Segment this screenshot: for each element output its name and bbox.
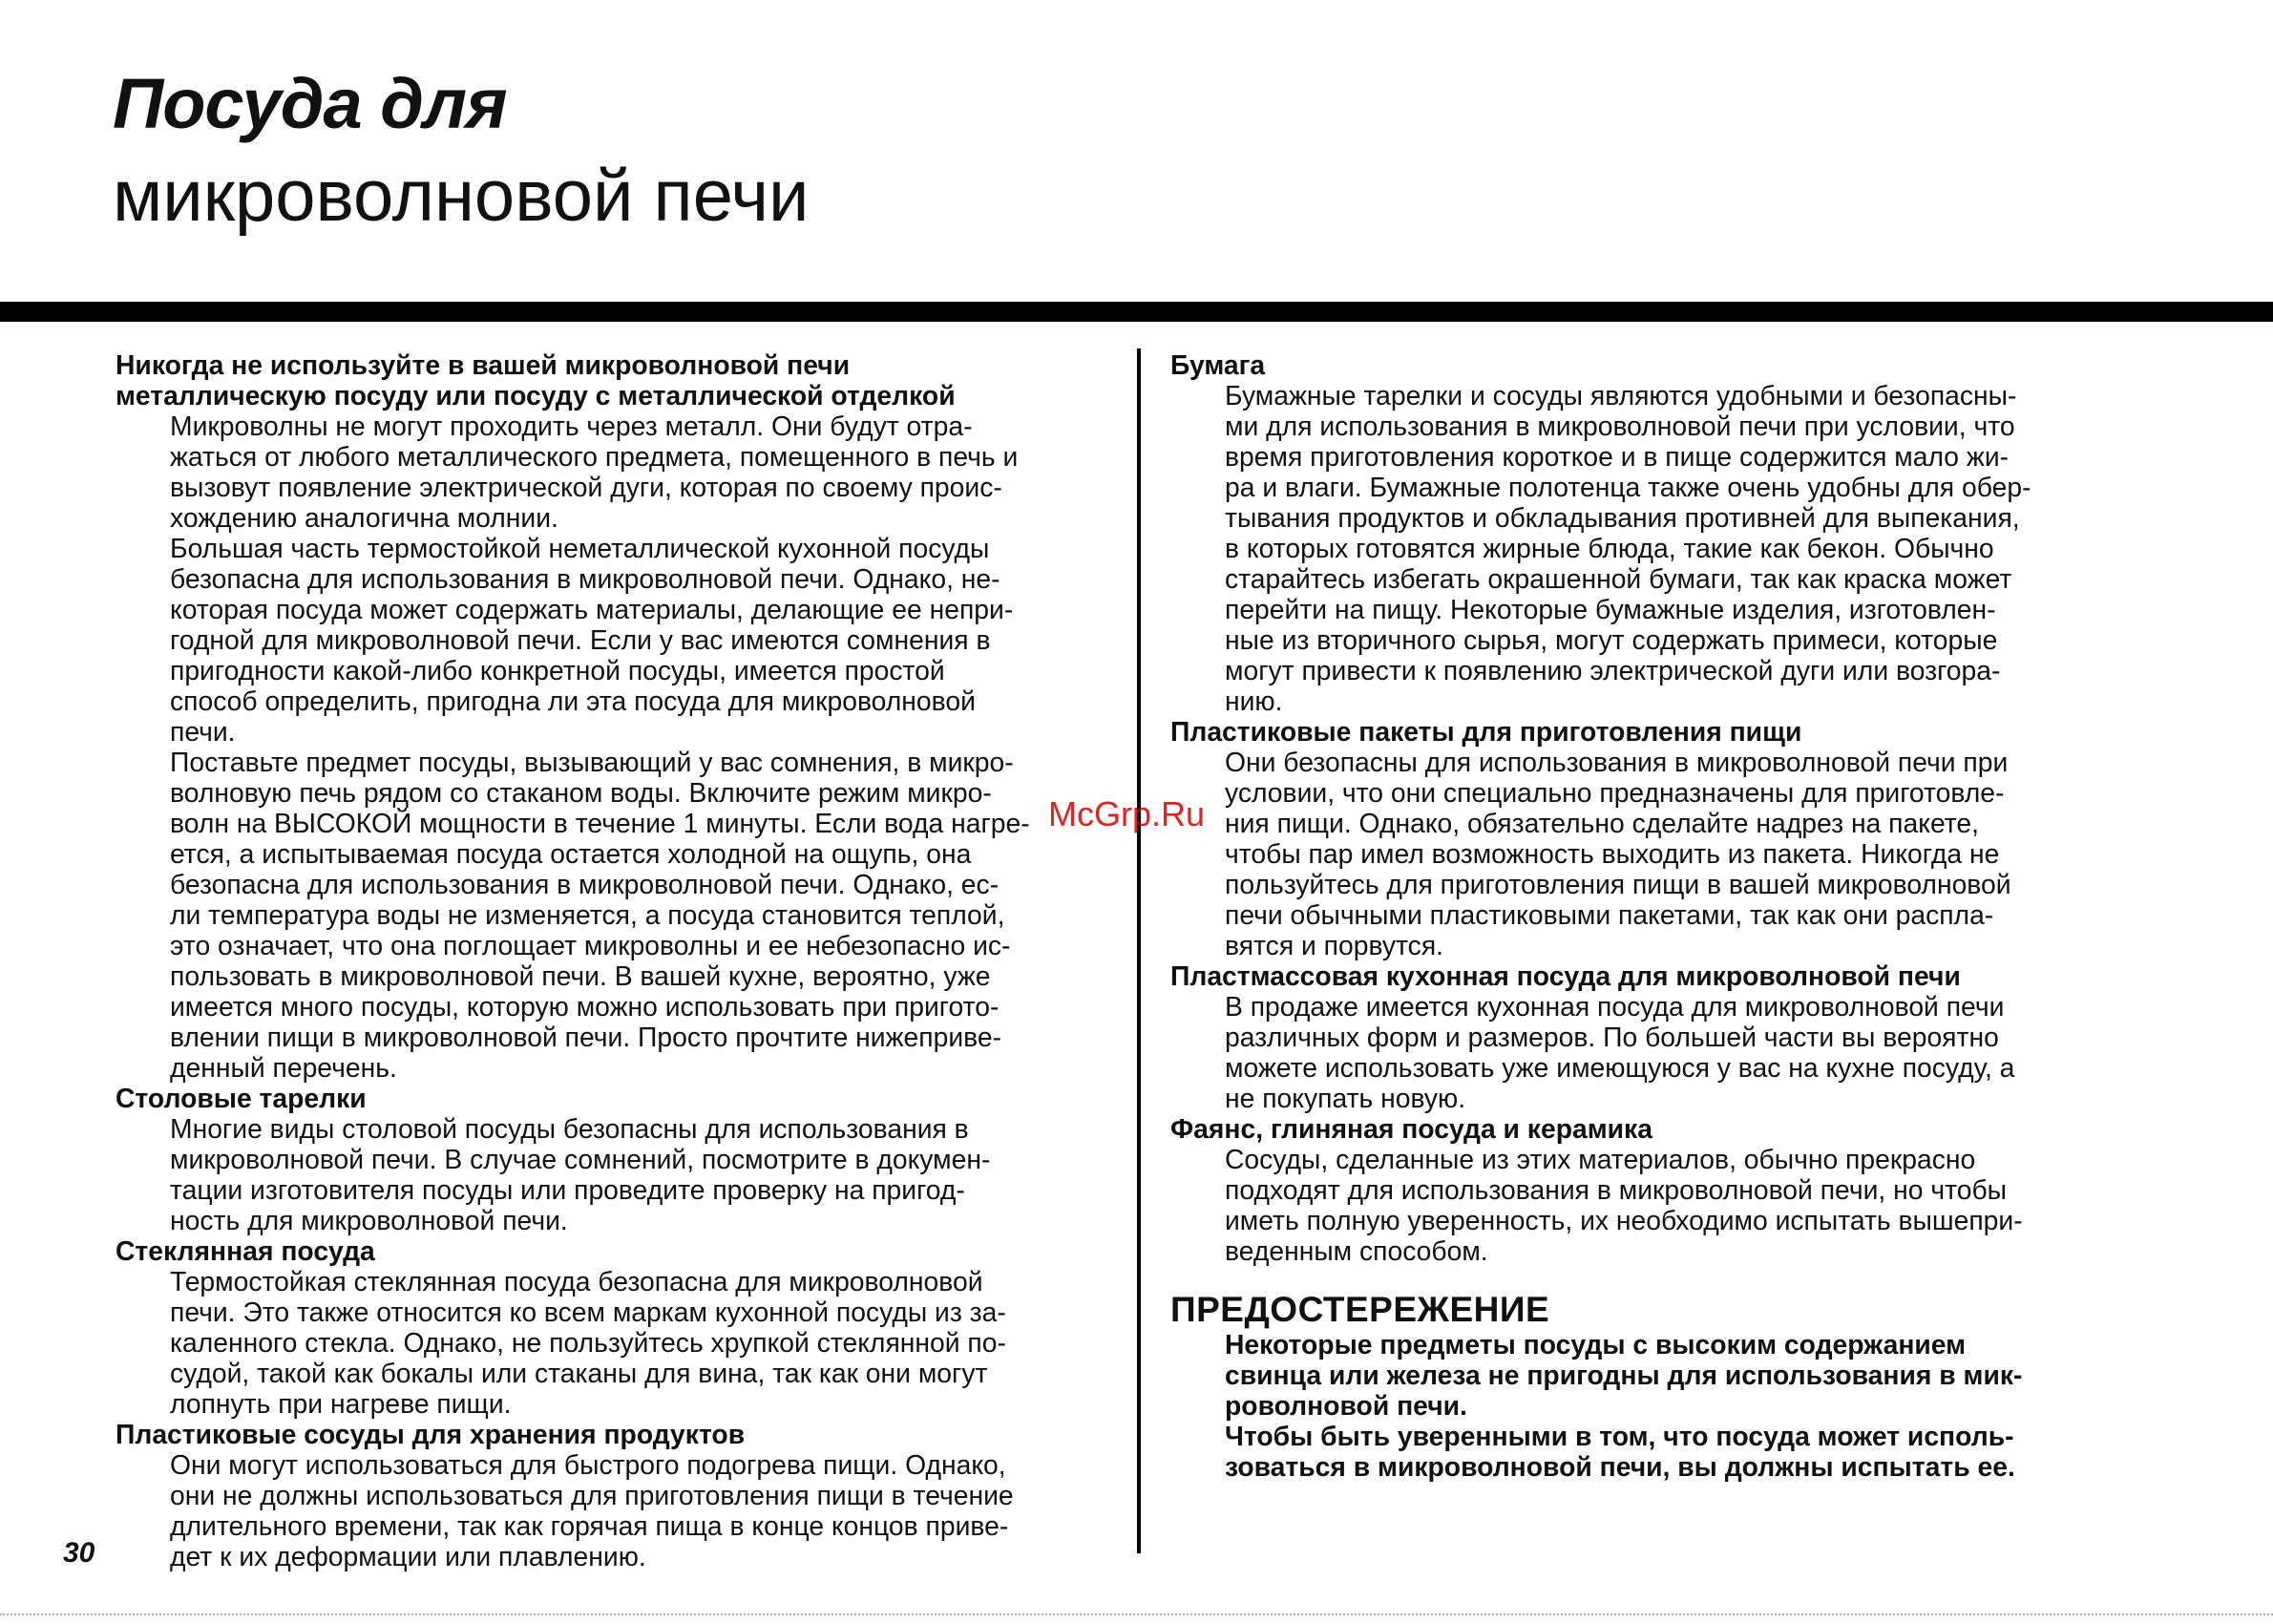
text-line: свинца или железа не пригодны для использования в мик- [1225,1360,2023,1390]
text-line: перейти на пищу. Некоторые бумажные изделия, изготовлен- [1225,594,1996,624]
text-line: жаться от любого металлического предмета, помещенного в печь и [170,441,1019,472]
text-line: судой, такой как бокалы или стаканы для вина, так как они могут [170,1358,988,1388]
header-rule [0,302,2273,322]
paragraph-ceramics [1225,1144,2163,1266]
text-line: В продаже имеется кухонная посуда для микроволновой печи [1225,991,2005,1022]
text-line: ность для микроволновой печи. [170,1205,568,1235]
section-heading-metal [116,349,1118,411]
text-line: различных форм и размеров. По большей части вы вероятно [1225,1022,1999,1052]
paragraph-metal-1 [170,411,1118,533]
text-line: печи обычными пластиковыми пакетами, так как они распла- [1225,899,1994,930]
text-line: время приготовления короткое и в пище содержится мало жи- [1225,441,2010,472]
text-line: ные из вторичного сырья, могут содержать примеси, которые [1225,624,1998,655]
section-heading-plates: Столовые тарелки [116,1083,367,1113]
text-line: можете использовать уже имеющуюся у вас на кухне посуду, а [1225,1052,2015,1083]
text-line: безопасна для использования в микроволновой печи. Однако, не- [170,563,1000,594]
text-line: роволновой печи. [1225,1390,1467,1421]
text-line: Чтобы быть уверенными в том, что посуда может исполь- [1225,1421,2014,1451]
text-line: Многие виды столовой посуды безопасны для использования в [170,1113,969,1144]
text-line: подходят для использования в микроволновой печи, но чтобы [1225,1174,2007,1205]
text-line: веденным способом. [1225,1235,1488,1266]
caution-paragraph-2 [1225,1421,2163,1482]
text-line: в которых готовятся жирные блюда, такие как бекон. Обычно [1225,533,1994,563]
paragraph-plastic-storage [170,1449,1118,1571]
paragraph-metal-2 [170,533,1118,747]
section-heading-glass: Стеклянная посуда [116,1235,375,1266]
text-line: имеется много посуды, которую можно использовать при пригото- [170,991,1000,1022]
paragraph-paper [1225,380,2163,716]
text-line: тывания продуктов и обкладывания противней для выпекания, [1225,502,2020,533]
paragraph-plastic-cookware [1225,991,2163,1113]
text-line: способ определить, пригодна ли эта посуда для микроволновой [170,685,976,716]
text-line: старайтесь избегать окрашенной бумаги, так как краска может [1225,563,2012,594]
text-line: лопнуть при нагреве пищи. [170,1388,512,1419]
text-line: Бумажные тарелки и сосуды являются удобными и безопасны- [1225,380,2017,411]
text-line: пригодности какой-либо конкретной посуды, имеется простой [170,655,945,685]
paragraph-plates [170,1113,1118,1235]
text-line: влении пищи в микроволновой печи. Просто прочтите нижеприве- [170,1022,1002,1052]
heading-line: металлическую посуду или посуду с металлической отделкой [116,380,956,411]
text-line: волновую печь рядом со стаканом воды. Включите режим микро- [170,777,992,808]
text-line: хождению аналогична молнии. [170,502,558,533]
text-line: ния пищи. Однако, обязательно сделайте надрез на пакете, [1225,808,1979,838]
text-line: печи. Это также относится ко всем маркам кухонной посуды из за- [170,1297,1006,1327]
text-line: Сосуды, сделанные из этих материалов, обычно прекрасно [1225,1144,1976,1174]
page-subtitle: микроволновой печи [113,156,810,237]
text-line: Некоторые предметы посуды с высоким содержанием [1225,1329,1967,1360]
text-line: каленного стекла. Однако, не пользуйтесь хрупкой стеклянной по- [170,1327,1006,1358]
text-line: ми для использования в микроволновой печи при условии, что [1225,411,2015,441]
page-title: Посуда для [113,64,507,143]
text-line: пользовать в микроволновой печи. В вашей кухне, вероятно, уже [170,960,991,991]
section-heading-ceramics: Фаянс, глиняная посуда и керамика [1170,1113,1652,1144]
text-line: это означает, что она поглощает микроволны и ее небезопасно ис- [170,930,1011,960]
text-line: волн на ВЫСОКОЙ мощности в течение 1 минуты. Если вода нагре- [170,808,1030,838]
text-line: зоваться в микроволновой печи, вы должны испытать ее. [1225,1451,2015,1482]
text-line: дет к их деформации или плавлению. [170,1541,646,1571]
column-divider [1137,348,1141,1553]
text-line: вятся и порвутся. [1225,930,1444,960]
text-line: Они могут использоваться для быстрого подогрева пищи. Однако, [170,1449,1006,1480]
text-line: микроволновой печи. В случае сомнений, посмотрите в докумен- [170,1144,991,1174]
text-line: Поставьте предмет посуды, вызывающий у вас сомнения, в микро- [170,747,1014,777]
paragraph-metal-3 [170,747,1118,1083]
text-line: не покупать новую. [1225,1083,1466,1113]
section-heading-paper: Бумага [1170,349,1266,380]
text-line: Микроволны не могут проходить через металл. Они будут отра- [170,411,973,441]
text-line: нию. [1225,685,1283,716]
text-line: длительного времени, так как горячая пища в конце концов приве- [170,1510,1009,1541]
text-line: чтобы пар имел возможность выходить из пакета. Никогда не [1225,838,2000,869]
text-line: вызовут появление электрической дуги, которая по своему проис- [170,472,1002,502]
text-line: которая посуда может содержать материалы, делающие ее непри- [170,594,1014,624]
text-line: Большая часть термостойкой неметаллической кухонной посуды [170,533,990,563]
text-line: безопасна для использования в микроволновой печи. Однако, ес- [170,869,1000,899]
text-line: они не должны использоваться для приготовления пищи в течение [170,1480,1014,1510]
text-line: Они безопасны для использования в микроволновой печи при [1225,747,2009,777]
text-line: печи. [170,716,236,747]
paragraph-glass [170,1266,1118,1419]
text-line: могут привести к появлению электрической дуги или возгора- [1225,655,2001,685]
text-line: денный перечень. [170,1052,397,1083]
left-column [116,349,1118,1571]
watermark: McGrp.Ru [1048,794,1206,833]
caution-heading: ПРЕДОСТЕРЕЖЕНИЕ [1170,1290,1550,1329]
text-line: тации изготовителя посуды или проведите проверку на пригод- [170,1174,965,1205]
caution-paragraph-1 [1225,1329,2163,1421]
section-heading-plastic-storage: Пластиковые сосуды для хранения продуктов [116,1419,746,1449]
text-line: ли температура воды не изменяется, а посуда становится теплой, [170,899,1005,930]
text-line: годной для микроволновой печи. Если у вас имеются сомнения в [170,624,991,655]
text-line: условии, что они специально предназначены для приготовле- [1225,777,2005,808]
text-line: иметь полную уверенность, их необходимо испытать вышепри- [1225,1205,2023,1235]
text-line: пользуйтесь для приготовления пищи в вашей микроволновой [1225,869,2011,899]
right-column [1170,349,2163,1482]
paragraph-cooking-bags [1225,747,2163,960]
page-number: 30 [63,1537,95,1569]
heading-line: Никогда не используйте в вашей микроволновой печи [116,349,851,380]
bottom-divider [0,1613,2273,1619]
text-line: Термостойкая стеклянная посуда безопасна для микроволновой [170,1266,983,1297]
text-line: ется, а испытываемая посуда остается холодной на ощупь, она [170,838,972,869]
section-heading-cooking-bags: Пластиковые пакеты для приготовления пищи [1170,716,1802,747]
text-line: ра и влаги. Бумажные полотенца также очень удобны для обер- [1225,472,2031,502]
section-heading-plastic-cookware: Пластмассовая кухонная посуда для микроволновой печи [1170,960,1961,991]
